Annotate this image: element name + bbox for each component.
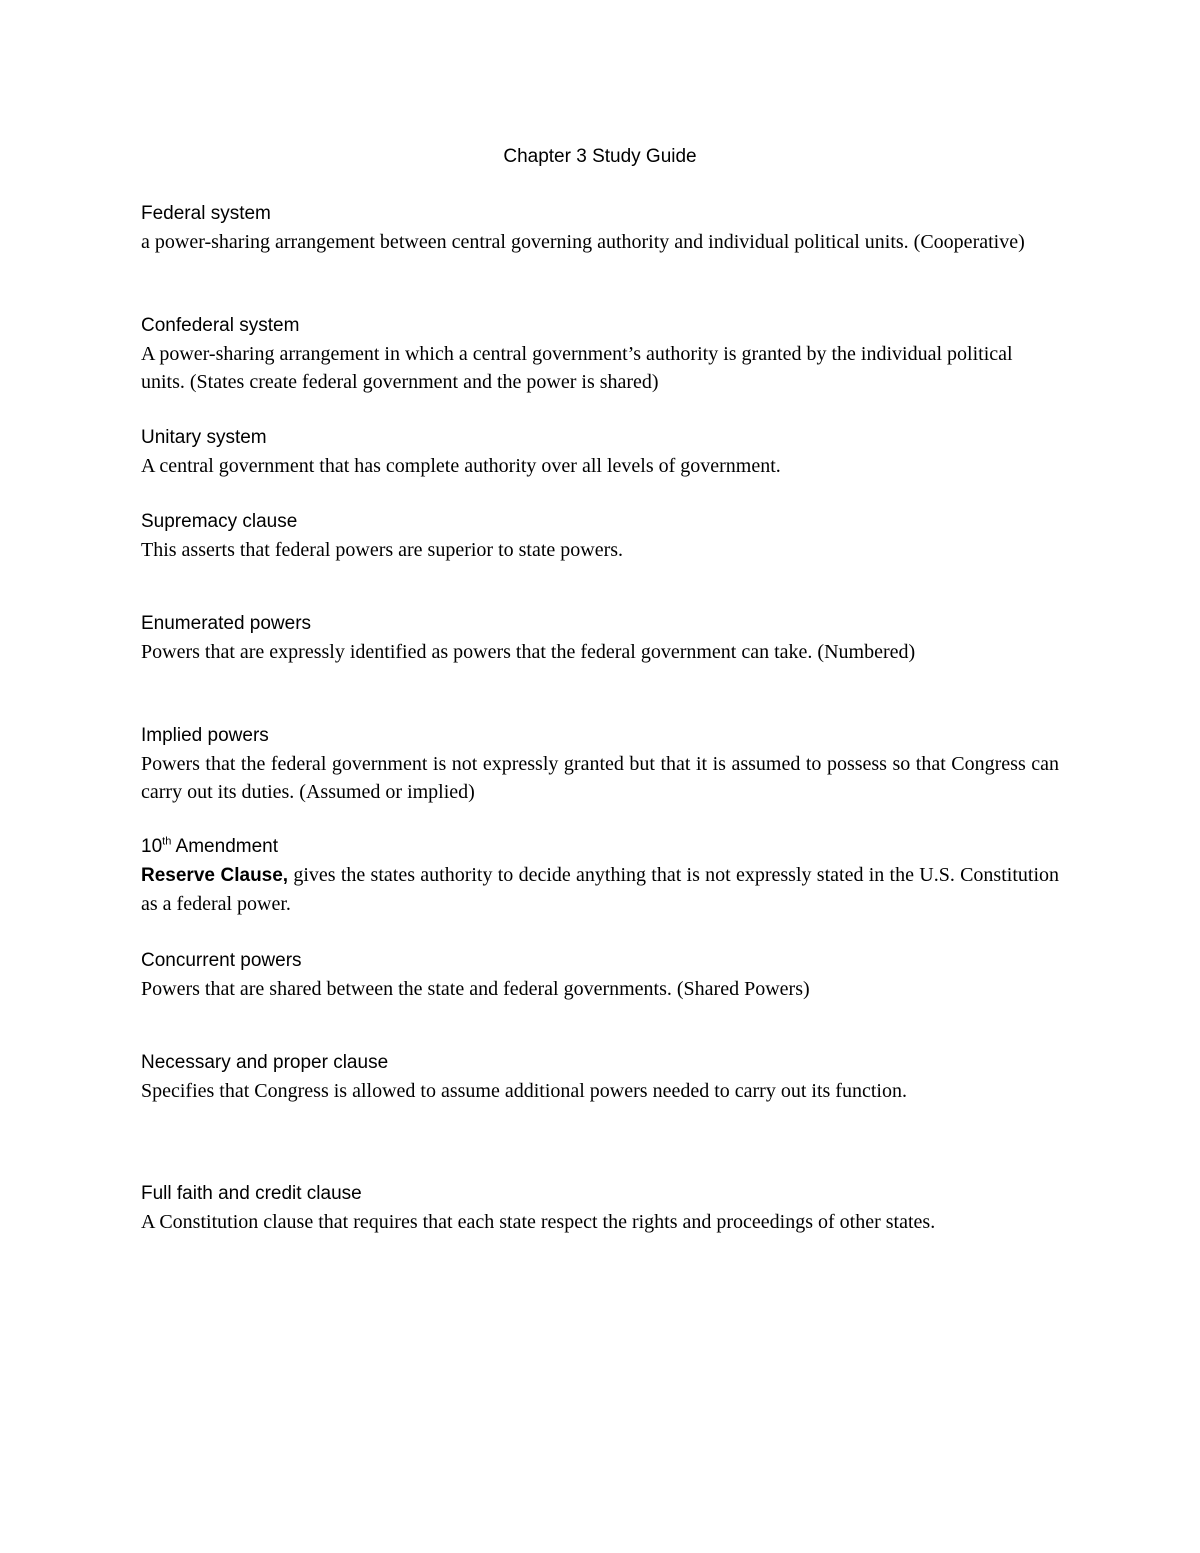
term-heading: Federal system: [141, 203, 271, 224]
glossary-entry-concurrent-powers: [141, 947, 1059, 1003]
term-definition: Powers that are shared between the state and federal governments. (Shared Powers): [141, 978, 810, 1000]
glossary-entry-10th-amendment: [141, 833, 1059, 918]
glossary-entry-unitary-system: [141, 424, 1059, 480]
term-heading: [141, 833, 1059, 861]
term-heading: Concurrent powers: [141, 950, 302, 971]
term-heading: Implied powers: [141, 725, 269, 746]
term-definition: Specifies that Congress is allowed to assume additional powers needed to carry out its function.: [141, 1080, 907, 1102]
glossary-entry-confederal-system: [141, 312, 1059, 396]
term-heading: Supremacy clause: [141, 511, 298, 532]
glossary-entry-federal-system: [141, 200, 1059, 256]
term-definition: [141, 861, 1059, 918]
term-definition: This asserts that federal powers are superior to state powers.: [141, 539, 624, 561]
term-definition: a power-sharing arrangement between central governing authority and individual political units. (Cooperative): [141, 231, 1025, 253]
term-definition: A power-sharing arrangement in which a central government’s authority is granted by the individual political units. (States create federal government and the power is shared): [141, 343, 1013, 393]
glossary-entry-implied-powers: [141, 722, 1059, 806]
term-heading: Full faith and credit clause: [141, 1183, 362, 1204]
term-definition: Powers that are expressly identified as powers that the federal government can take. (Numbered): [141, 641, 916, 663]
glossary-entry-necessary-and-proper-clause: [141, 1049, 1059, 1105]
term-heading: Unitary system: [141, 427, 267, 448]
term-definition: A Constitution clause that requires that each state respect the rights and proceedings of other states.: [141, 1211, 936, 1233]
glossary-entry-supremacy-clause: [141, 508, 1059, 564]
document-title: Chapter 3 Study Guide: [503, 146, 697, 167]
glossary-entry-enumerated-powers: [141, 610, 1059, 666]
term-heading: Necessary and proper clause: [141, 1052, 389, 1073]
glossary-entry-full-faith-and-credit-clause: [141, 1180, 1059, 1236]
ordinal-superscript: th: [162, 835, 172, 848]
term-heading-text: Amendment: [171, 836, 278, 857]
definition-lead-bold: Reserve Clause,: [141, 865, 289, 886]
definition-text: gives the states authority to decide anything that is not expressly stated in the U.S. Constitution as a federal power.: [141, 864, 1059, 915]
term-definition: A central government that has complete authority over all levels of government.: [141, 455, 781, 477]
term-number: 10: [141, 836, 163, 857]
term-definition: Powers that the federal government is not expressly granted but that it is assumed to possess so that Congress can carry out its duties. (Assumed or implied): [141, 753, 1059, 803]
term-heading: Confederal system: [141, 315, 300, 336]
term-heading: Enumerated powers: [141, 613, 312, 634]
